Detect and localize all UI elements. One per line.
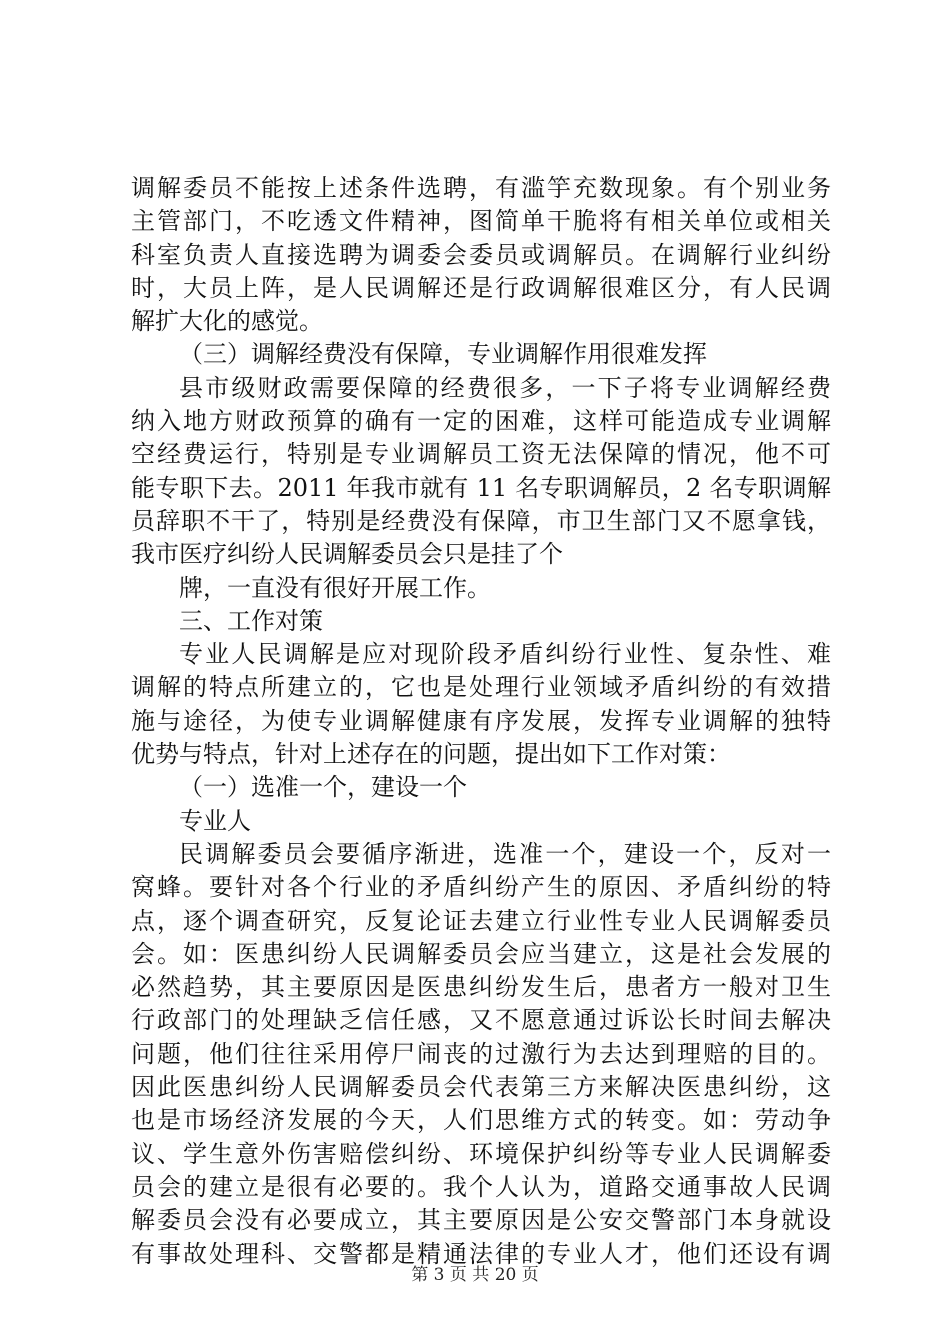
text-line: 县市级财政需要保障的经费很多，一下子将专业调解经费 (179, 373, 831, 402)
text-line: 民调解委员会要循序渐进，选准一个，建设一个，反对一 (179, 839, 831, 868)
text-line: 解扩大化的感觉。 (131, 307, 323, 336)
text-line: 时，大员上阵，是人民调解还是行政调解很难区分，有人民调 (131, 273, 831, 302)
text-line: （三）调解经费没有保障，专业调解作用很难发挥 (179, 340, 707, 369)
text-line: 三、工作对策 (179, 606, 323, 635)
text-line: 窝蜂。要针对各个行业的矛盾纠纷产生的原因、矛盾纠纷的特 (131, 873, 831, 902)
text-line: 有事故处理科、交警都是精通法律的专业人才，他们还设有调 (131, 1239, 831, 1268)
text-line: 员会的建立是很有必要的。我个人认为，道路交通事故人民调 (131, 1172, 831, 1201)
text-line: 因此医患纠纷人民调解委员会代表第三方来解决医患纠纷，这 (131, 1073, 831, 1102)
text-line: 我市医疗纠纷人民调解委员会只是挂了个 (131, 540, 563, 569)
text-line: 施与途径，为使专业调解健康有序发展，发挥专业调解的独特 (131, 706, 831, 735)
text-line: 专业人 (179, 806, 251, 835)
text-line: 调解委员不能按上述条件选聘，有滥竽充数现象。有个别业务 (131, 174, 831, 202)
text-line: 调解的特点所建立的，它也是处理行业领域矛盾纠纷的有效措 (131, 673, 831, 702)
text-line: 问题，他们往往采用停尸闹丧的过激行为去达到理赔的目的。 (131, 1039, 831, 1068)
text-line: 议、学生意外伤害赔偿纠纷、环境保护纠纷等专业人民调解委 (131, 1139, 831, 1168)
text-line: 也是市场经济发展的今天，人们思维方式的转变。如：劳动争 (131, 1106, 831, 1135)
text-line: 能专职下去。2011 年我市就有 11 名专职调解员，2 名专职调解 (131, 473, 831, 502)
text-line: 必然趋势，其主要原因是医患纠纷发生后，患者方一般对卫生 (131, 973, 831, 1002)
text-line: （一）选准一个，建设一个 (179, 773, 467, 802)
text-line: 点，逐个调查研究，反复论证去建立行业性专业人民调解委员 (131, 906, 831, 935)
text-line: 会。如：医患纠纷人民调解委员会应当建立，这是社会发展的 (131, 939, 831, 968)
text-line: 行政部门的处理缺乏信任感，又不愿意通过诉讼长时间去解决 (131, 1006, 831, 1035)
text-line: 纳入地方财政预算的确有一定的困难，这样可能造成专业调解 (131, 407, 831, 436)
text-line: 科室负责人直接选聘为调委会委员或调解员。在调解行业纠纷 (131, 240, 831, 269)
text-line: 空经费运行，特别是专业调解员工资无法保障的情况，他不可 (131, 440, 831, 469)
text-line: 主管部门，不吃透文件精神，图简单干脆将有相关单位或相关 (131, 207, 831, 236)
text-line: 牌，一直没有很好开展工作。 (179, 573, 491, 602)
document-body (131, 172, 831, 1271)
text-line: 优势与特点，针对上述存在的问题，提出如下工作对策： (131, 740, 731, 769)
page-footer: 第 3 页 共 20 页 (411, 1265, 539, 1285)
text-line: 员辞职不干了，特别是经费没有保障，市卫生部门又不愿拿钱， (131, 506, 831, 535)
text-line: 解委员会没有必要成立，其主要原因是公安交警部门本身就设 (131, 1206, 831, 1235)
text-line: 专业人民调解是应对现阶段矛盾纠纷行业性、复杂性、难 (179, 640, 831, 669)
